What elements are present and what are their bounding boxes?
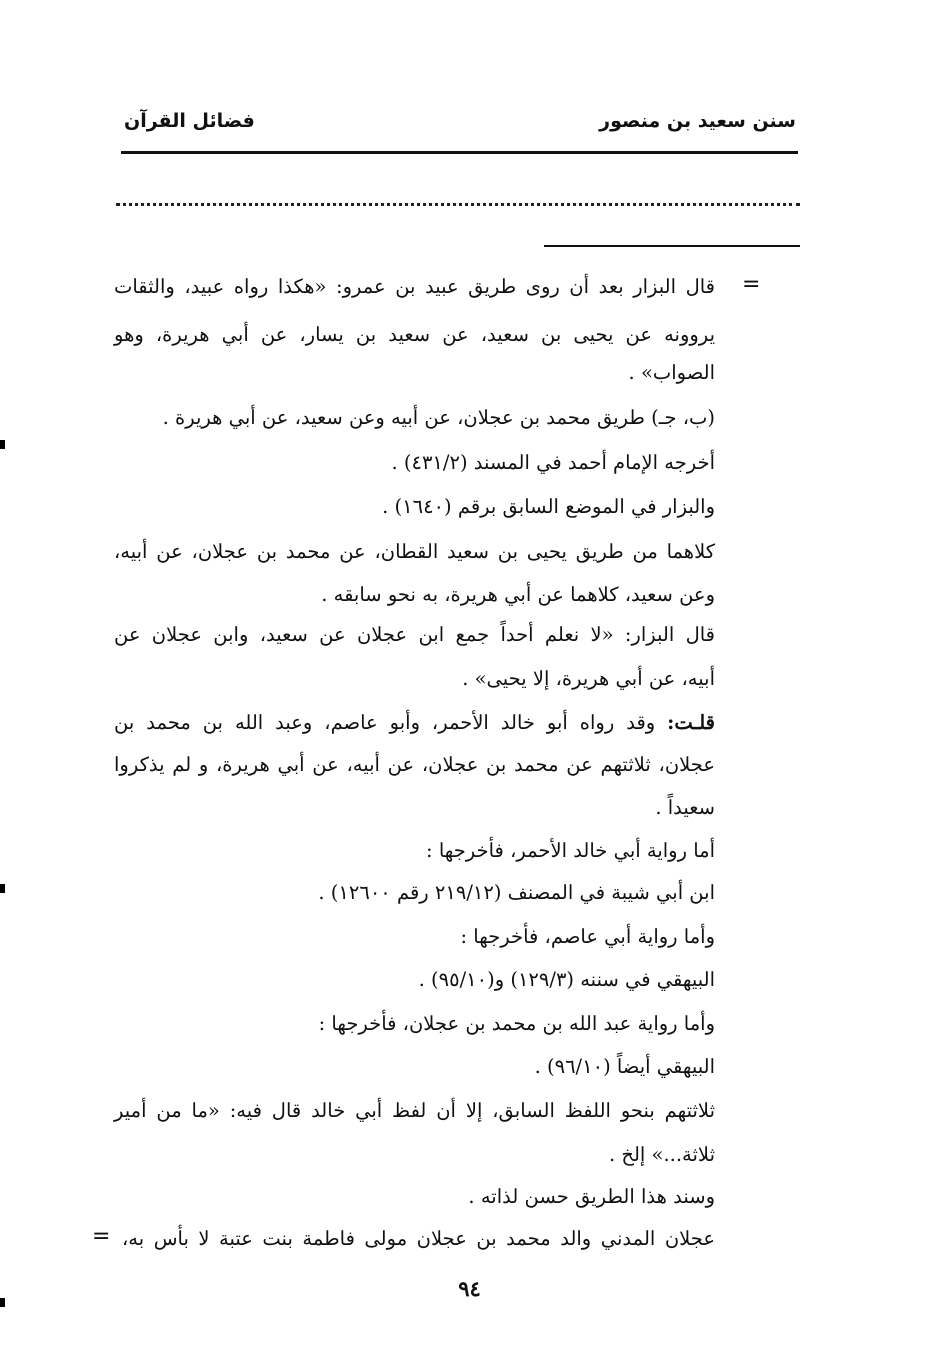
text-line-7: كلاهما من طريق يحيى بن سعيد القطان، عن محمد بن عجلان، عن أبيه،: [114, 540, 715, 563]
continuation-mark-start: =: [742, 272, 761, 297]
text-line-22: وسند هذا الطريق حسن لذاته .: [468, 1185, 715, 1208]
text-line-5: أخرجه الإمام أحمد في المسند (٤٣١/٢) .: [391, 451, 715, 474]
text-line-11: [114, 708, 715, 738]
header-rule: [121, 151, 798, 154]
scan-mark-2: [0, 884, 5, 893]
text-line-21: ثلاثة...» إلخ .: [608, 1143, 715, 1166]
text-line-2: يروونه عن يحيى بن سعيد، عن سعيد بن يسار، عن أبي هريرة، وهو: [114, 323, 715, 346]
text-line-23: عجلان المدني والد محمد بن عجلان مولى فاطمة بنت عتبة لا بأس به،: [122, 1227, 715, 1250]
text-line-17: البيهقي في سننه (١٢٩/٣) و(٩٥/١٠) .: [418, 968, 715, 991]
text-line-8: وعن سعيد، كلاهما عن أبي هريرة، به نحو سابقه .: [321, 583, 715, 606]
continuation-mark-end: =: [92, 1224, 111, 1249]
text-line-18: وأما رواية عبد الله بن محمد بن عجلان، فأخرجها :: [318, 1012, 715, 1035]
text-line-19: البيهقي أيضاً (٩٦/١٠) .: [534, 1055, 715, 1078]
text-line-13: سعيداً .: [655, 796, 715, 819]
text-line-16: وأما رواية أبي عاصم، فأخرجها :: [460, 925, 715, 948]
scan-mark-3: [0, 1298, 5, 1307]
scan-mark-1: [0, 440, 5, 449]
text-line-20: ثلاثتهم بنحو اللفظ السابق، إلا أن لفظ أبي خالد قال فيه: «ما من أمير: [114, 1099, 715, 1122]
dotted-separator: [116, 203, 800, 206]
text-line-3: الصواب» .: [628, 361, 715, 384]
chapter-title: فضائل القرآن: [124, 110, 255, 132]
book-title: سنن سعيد بن منصور: [599, 110, 796, 132]
qultu-label: قلـت:: [667, 711, 715, 734]
text-line-14: أما رواية أبي خالد الأحمر، فأخرجها :: [426, 839, 715, 862]
text-line-6: والبزار في الموضع السابق برقم (١٦٤٠) .: [382, 495, 715, 518]
text-line-4: (ب، جـ) طريق محمد بن عجلان، عن أبيه وعن سعيد، عن أبي هريرة .: [162, 406, 715, 429]
text-line-9: قال البزار: «لا نعلم أحداً جمع ابن عجلان عن سعيد، وابن عجلان عن: [114, 623, 715, 646]
page-number: ٩٤: [458, 1276, 481, 1301]
footnote-rule: [544, 245, 800, 247]
text-line-1: قال البزار بعد أن روى طريق عبيد بن عمرو: «هكذا رواه عبيد، والثقات: [114, 275, 715, 298]
text-line-15: ابن أبي شيبة في المصنف (٢١٩/١٢ رقم ١٢٦٠٠) .: [318, 881, 715, 904]
text-line-10: أبيه، عن أبي هريرة، إلا يحيى» .: [462, 667, 715, 690]
text-line-11-body: وقد رواه أبو خالد الأحمر، وأبو عاصم، وعبد الله بن محمد بن: [114, 711, 656, 734]
text-line-12: عجلان، ثلاثتهم عن محمد بن عجلان، عن أبيه، عن أبي هريرة، و لم يذكروا: [114, 753, 715, 776]
